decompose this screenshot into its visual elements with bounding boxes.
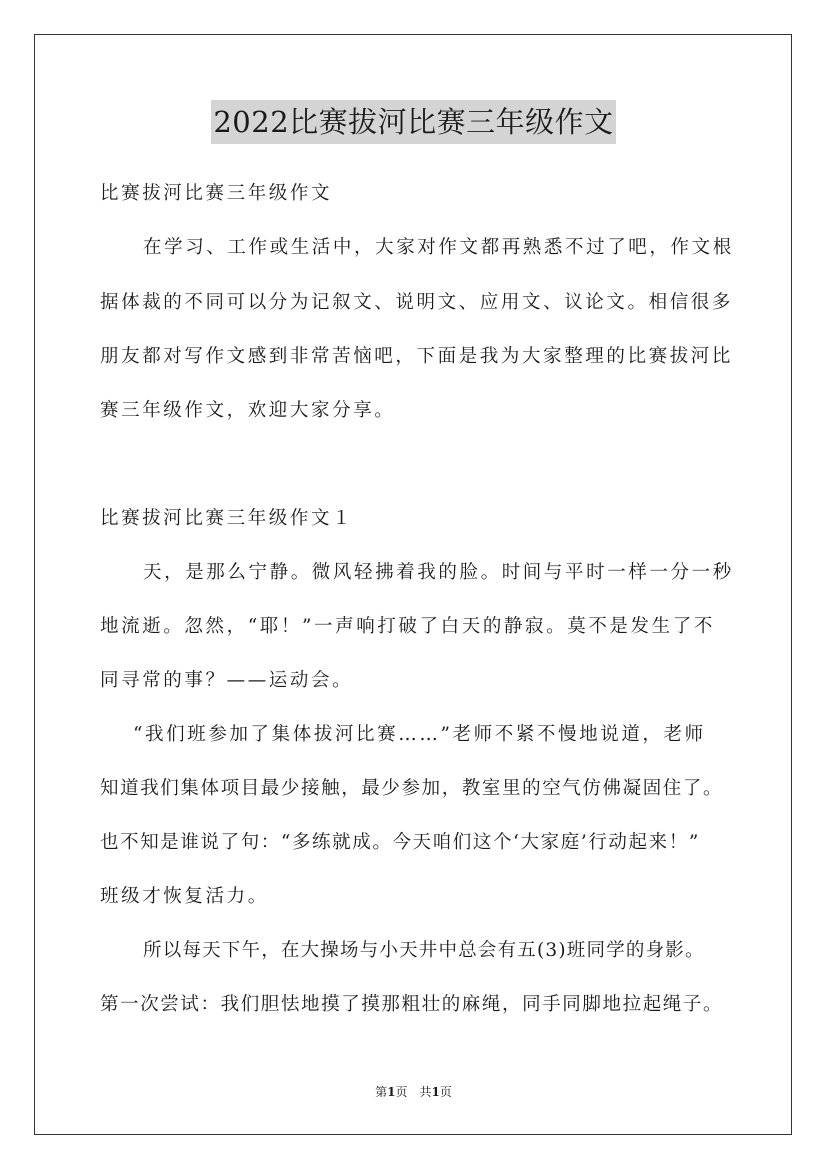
intro-line: 在学习、工作或生活中，大家对作文都再熟悉不过了吧，作文根: [143, 237, 734, 258]
body-line: 天，是那么宁静。微风轻拂着我的脸。时间与平时一样一分一秒: [143, 562, 734, 583]
footer-suffix: 页: [439, 1085, 452, 1099]
section-heading: 比赛拔河比赛三年级作文１: [100, 508, 354, 529]
body-line: 同寻常的事？——运动会。: [100, 670, 354, 691]
body-line: 地流逝。忽然，“耶！”一声响打破了白天的静寂。莫不是发生了不: [100, 616, 715, 637]
intro-line: 朋友都对写作文感到非常苦恼吧，下面是我为大家整理的比赛拔河比: [100, 346, 734, 367]
footer-mid: 页 共: [395, 1085, 432, 1099]
title-container: [0, 100, 827, 144]
intro-line: 据体裁的不同可以分为记叙文、说明文、应用文、议论文。相信很多: [100, 292, 734, 313]
body-line: 知道我们集体项目最少接触，最少参加，教室里的空气仿佛凝固住了。: [100, 778, 724, 799]
page-footer: [0, 1083, 827, 1101]
body-line: “我们班参加了集体拔河比赛……”老师不紧不慢地说道，老师: [133, 724, 706, 745]
body-line: 班级才恢复活力。: [100, 886, 269, 907]
footer-prefix: 第: [375, 1085, 388, 1099]
document-subtitle: 比赛拔河比赛三年级作文: [100, 183, 333, 204]
body-line: 第一次尝试：我们胆怯地摸了摸那粗壮的麻绳，同手同脚地拉起绳子。: [100, 994, 724, 1015]
body-line: 所以每天下午，在大操场与小天井中总会有五(3)班同学的身影。: [143, 940, 705, 961]
body-line: 也不知是谁说了句：“多练就成。今天咱们这个‘大家庭’行动起来！”: [100, 832, 700, 853]
document-title: 2022比赛拔河比赛三年级作文: [211, 100, 615, 144]
footer-page-number: 1: [387, 1085, 396, 1099]
footer-total-pages: 1: [431, 1085, 440, 1099]
intro-line: 赛三年级作文，欢迎大家分享。: [100, 400, 396, 421]
